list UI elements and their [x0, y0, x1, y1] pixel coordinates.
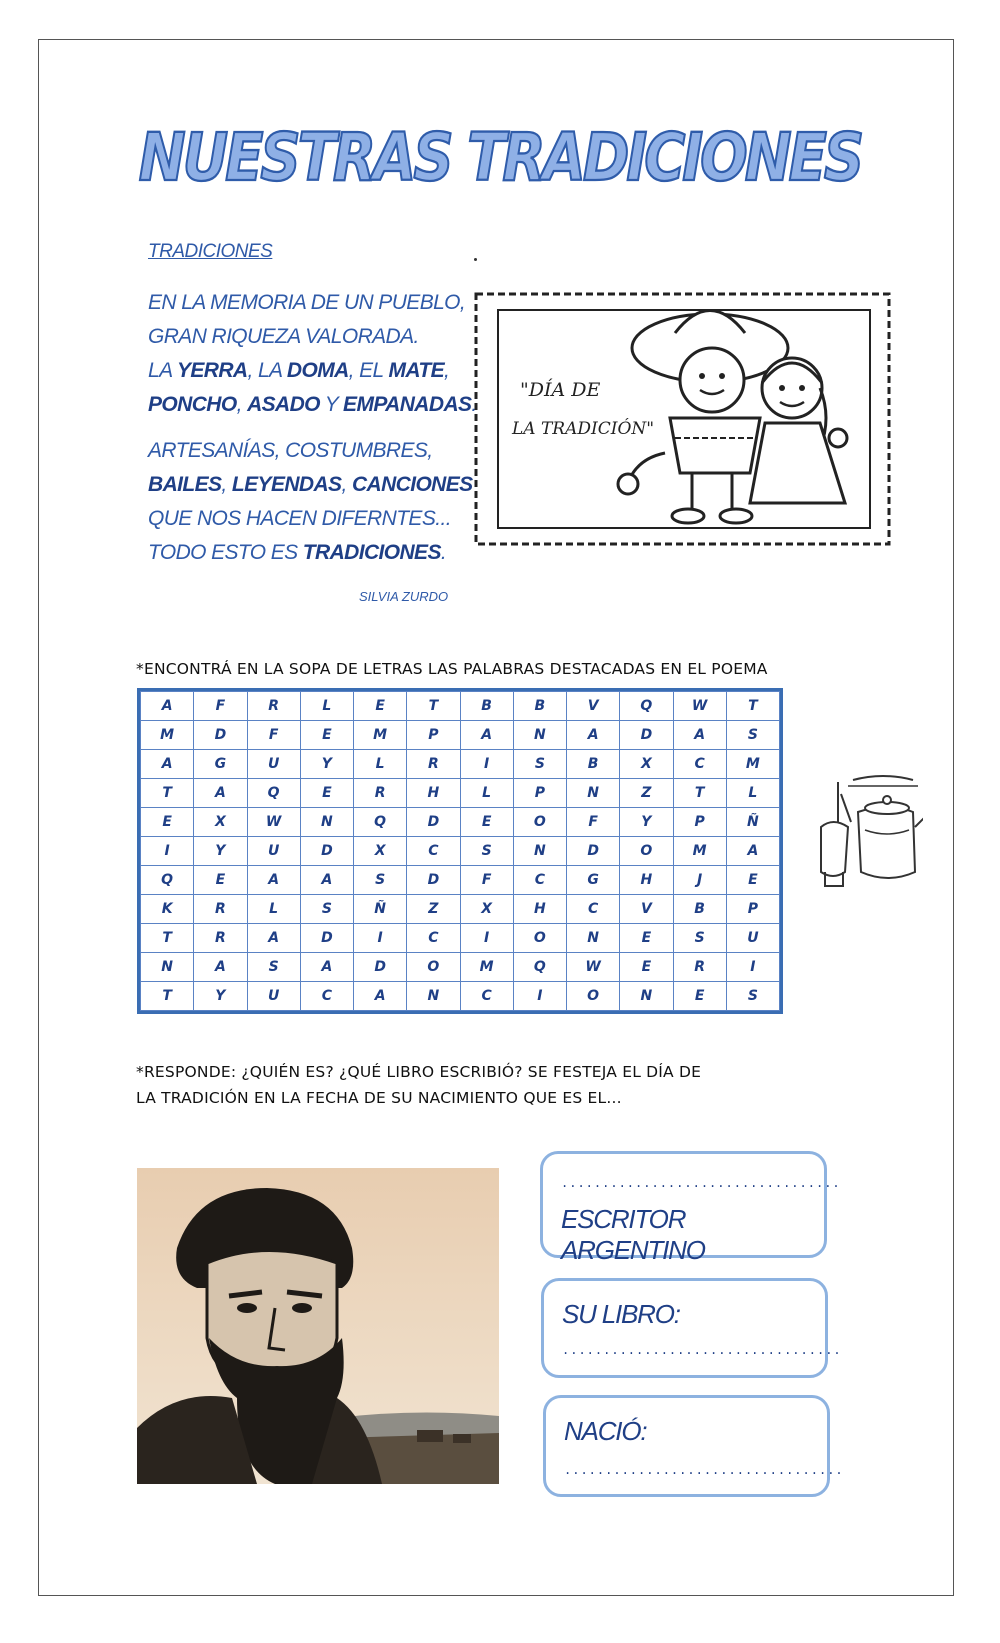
word-search-cell[interactable]: B	[513, 692, 566, 721]
answer-label: NACIÓ:	[564, 1416, 647, 1446]
word-search-cell[interactable]: A	[194, 779, 247, 808]
word-search-cell[interactable]: Q	[247, 779, 300, 808]
word-search-cell[interactable]: M	[141, 721, 194, 750]
word-search-cell[interactable]: E	[354, 692, 407, 721]
word-search-cell[interactable]: O	[620, 837, 673, 866]
word-search-cell[interactable]: U	[247, 982, 300, 1011]
answer-blank: ..................................	[562, 1343, 842, 1357]
word-search-cell[interactable]: Q	[141, 866, 194, 895]
word-search-row	[141, 750, 780, 779]
word-search-cell[interactable]: U	[247, 837, 300, 866]
word-search-cell[interactable]: F	[460, 866, 513, 895]
highlight-word: MATE	[388, 359, 445, 382]
word-search-cell[interactable]: K	[141, 895, 194, 924]
poem-line: ARTESANÍAS, COSTUMBRES,	[148, 439, 433, 462]
highlight-word: EMPANADAS	[343, 393, 472, 416]
word-search-cell[interactable]: F	[194, 692, 247, 721]
word-search-cell[interactable]: S	[300, 895, 353, 924]
answer-blank: ..................................	[564, 1463, 844, 1477]
tradition-day-illustration	[470, 288, 895, 550]
word-search-cell[interactable]: E	[300, 721, 353, 750]
word-search-cell[interactable]: S	[460, 837, 513, 866]
word-search-cell[interactable]: M	[673, 837, 726, 866]
word-search-cell[interactable]: X	[620, 750, 673, 779]
word-search-cell[interactable]: D	[194, 721, 247, 750]
illustration-caption-line2: LA TRADICIÓN"	[512, 419, 655, 439]
word-search-cell[interactable]: T	[726, 692, 779, 721]
word-search-cell[interactable]: P	[726, 895, 779, 924]
word-search-cell[interactable]: D	[407, 808, 460, 837]
word-search-cell[interactable]: D	[354, 953, 407, 982]
word-search-cell[interactable]: V	[567, 692, 620, 721]
word-search-cell[interactable]: E	[300, 779, 353, 808]
word-search-cell[interactable]: A	[247, 866, 300, 895]
word-search-cell[interactable]: N	[513, 721, 566, 750]
word-search-row	[141, 924, 780, 953]
respond-line: LA TRADICIÓN EN LA FECHA DE SU NACIMIENTO QUE ES EL...	[136, 1089, 622, 1107]
word-search-row	[141, 692, 780, 721]
word-search-cell[interactable]: S	[673, 924, 726, 953]
answer-box-writer[interactable]	[540, 1151, 841, 1265]
mate-kettle-illustration	[803, 772, 923, 894]
word-search-cell[interactable]: E	[726, 866, 779, 895]
word-search-cell[interactable]: S	[513, 750, 566, 779]
word-search-cell[interactable]: D	[407, 866, 460, 895]
word-search-cell[interactable]: A	[460, 721, 513, 750]
word-search-cell[interactable]: F	[567, 808, 620, 837]
word-search-cell[interactable]: Q	[620, 692, 673, 721]
word-search-cell[interactable]: R	[194, 895, 247, 924]
word-search-cell[interactable]: E	[460, 808, 513, 837]
illustration-caption-line1: "DÍA DE	[520, 379, 601, 401]
highlight-word: LEYENDAS	[231, 473, 342, 496]
poem-heading: TRADICIONES	[148, 241, 273, 262]
highlight-word: CANCIONES	[351, 473, 473, 496]
word-search-cell[interactable]: R	[407, 750, 460, 779]
word-search-row	[141, 953, 780, 982]
highlight-word: BAILES	[148, 473, 222, 496]
answer-label: ESCRITOR ARGENTINO	[561, 1204, 705, 1265]
word-search-cell[interactable]: O	[567, 982, 620, 1011]
word-search-cell[interactable]: R	[247, 692, 300, 721]
word-search-cell[interactable]: I	[460, 924, 513, 953]
word-search-cell[interactable]: E	[141, 808, 194, 837]
word-search-cell[interactable]: D	[620, 721, 673, 750]
word-search-cell[interactable]: A	[567, 721, 620, 750]
word-search-cell[interactable]: P	[407, 721, 460, 750]
word-search-cell[interactable]: F	[247, 721, 300, 750]
word-search-cell[interactable]: M	[726, 750, 779, 779]
word-search-cell[interactable]: M	[460, 953, 513, 982]
word-search-cell[interactable]: S	[726, 721, 779, 750]
word-search-cell[interactable]: Ñ	[726, 808, 779, 837]
word-search-cell[interactable]: U	[247, 750, 300, 779]
word-search-cell[interactable]: D	[300, 924, 353, 953]
word-search-cell[interactable]: Z	[407, 895, 460, 924]
word-search-cell[interactable]: N	[407, 982, 460, 1011]
word-search-cell[interactable]: A	[726, 837, 779, 866]
poem-line: PONCHO, ASADO Y EMPANADAS.	[148, 393, 477, 416]
word-search-cell[interactable]: P	[673, 808, 726, 837]
word-search-cell[interactable]: I	[726, 953, 779, 982]
word-search-cell[interactable]: E	[620, 953, 673, 982]
poem-stanza-1	[148, 286, 477, 422]
word-search-cell[interactable]: E	[620, 924, 673, 953]
word-search-cell[interactable]: A	[354, 982, 407, 1011]
word-search-grid	[137, 688, 783, 1014]
poem-author: SILVIA ZURDO	[359, 589, 449, 604]
word-search-cell[interactable]: N	[141, 953, 194, 982]
word-search-cell[interactable]: T	[673, 779, 726, 808]
word-search-cell[interactable]: A	[300, 953, 353, 982]
word-search-row	[141, 779, 780, 808]
highlight-word: DOMA	[286, 359, 349, 382]
word-search-cell[interactable]: C	[407, 924, 460, 953]
word-search-cell[interactable]: L	[300, 692, 353, 721]
word-search-row	[141, 895, 780, 924]
word-search-cell[interactable]: T	[141, 779, 194, 808]
word-search-cell[interactable]: C	[513, 866, 566, 895]
answer-blank: ..................................	[561, 1176, 841, 1190]
word-search-cell[interactable]: Y	[194, 837, 247, 866]
word-search-cell[interactable]: I	[354, 924, 407, 953]
word-search-cell[interactable]: A	[300, 866, 353, 895]
word-search-cell[interactable]: H	[407, 779, 460, 808]
highlight-word: TRADICIONES	[302, 541, 441, 564]
word-search-cell[interactable]: N	[300, 808, 353, 837]
word-search-cell[interactable]: Q	[513, 953, 566, 982]
word-search-cell[interactable]: S	[726, 982, 779, 1011]
word-search-cell[interactable]: X	[460, 895, 513, 924]
word-search-cell[interactable]: Q	[354, 808, 407, 837]
word-search-cell[interactable]: A	[673, 721, 726, 750]
word-search-instruction: *ENCONTRÁ EN LA SOPA DE LETRAS LAS PALABRAS DESTACADAS EN EL POEMA	[136, 660, 768, 678]
word-search-cell[interactable]: S	[247, 953, 300, 982]
word-search-cell[interactable]: O	[513, 924, 566, 953]
word-search-cell[interactable]: W	[673, 692, 726, 721]
word-search-cell[interactable]: P	[513, 779, 566, 808]
word-search-cell[interactable]: I	[460, 750, 513, 779]
word-search-cell[interactable]: W	[567, 953, 620, 982]
highlight-word: PONCHO	[148, 393, 237, 416]
respond-instruction	[136, 1059, 701, 1111]
word-search-cell[interactable]: E	[194, 866, 247, 895]
word-search-cell[interactable]: X	[194, 808, 247, 837]
word-search-cell[interactable]: A	[247, 924, 300, 953]
word-search-cell[interactable]: O	[513, 808, 566, 837]
word-search-table	[140, 691, 780, 1011]
word-search-cell[interactable]: B	[673, 895, 726, 924]
word-search-cell[interactable]: A	[141, 750, 194, 779]
word-search-cell[interactable]: H	[513, 895, 566, 924]
word-search-cell[interactable]: R	[194, 924, 247, 953]
poem-line: EN LA MEMORIA DE UN PUEBLO,	[148, 291, 466, 314]
word-search-cell[interactable]: I	[141, 837, 194, 866]
word-search-cell[interactable]: W	[247, 808, 300, 837]
poem-line: BAILES, LEYENDAS, CANCIONES	[148, 473, 473, 496]
word-search-cell[interactable]: A	[141, 692, 194, 721]
word-search-cell[interactable]: J	[673, 866, 726, 895]
answer-box-born[interactable]	[543, 1395, 844, 1497]
poem-line: LA YERRA, LA DOMA, EL MATE,	[148, 359, 450, 382]
word-search-cell[interactable]: N	[567, 924, 620, 953]
word-search-cell[interactable]: D	[567, 837, 620, 866]
word-search-row	[141, 837, 780, 866]
word-search-cell[interactable]: N	[567, 779, 620, 808]
word-search-row	[141, 866, 780, 895]
word-search-cell[interactable]: H	[620, 866, 673, 895]
word-search-cell[interactable]: N	[620, 982, 673, 1011]
word-search-cell[interactable]: T	[407, 692, 460, 721]
word-search-cell[interactable]: C	[300, 982, 353, 1011]
word-search-cell[interactable]: O	[407, 953, 460, 982]
poem-line: GRAN RIQUEZA VALORADA.	[148, 325, 419, 348]
word-search-cell[interactable]: E	[673, 982, 726, 1011]
poem-line: TODO ESTO ES TRADICIONES.	[148, 541, 447, 564]
word-search-cell[interactable]: Z	[620, 779, 673, 808]
word-search-cell[interactable]: T	[141, 982, 194, 1011]
word-search-cell[interactable]: Ñ	[354, 895, 407, 924]
word-search-cell[interactable]: M	[354, 721, 407, 750]
word-search-cell[interactable]: C	[407, 837, 460, 866]
word-search-cell[interactable]: N	[513, 837, 566, 866]
word-search-cell[interactable]: C	[673, 750, 726, 779]
answer-box-book[interactable]	[541, 1278, 842, 1378]
word-search-cell[interactable]: G	[194, 750, 247, 779]
poem-stanza-2	[148, 434, 473, 570]
word-search-cell[interactable]: R	[354, 779, 407, 808]
highlight-word: ASADO	[247, 393, 320, 416]
word-search-cell[interactable]: B	[460, 692, 513, 721]
word-search-cell[interactable]: T	[141, 924, 194, 953]
word-search-cell[interactable]: C	[567, 895, 620, 924]
word-search-row	[141, 982, 780, 1011]
respond-line: *RESPONDE: ¿QUIÉN ES? ¿QUÉ LIBRO ESCRIBIÓ? SE FESTEJA EL DÍA DE	[136, 1063, 702, 1081]
word-search-cell[interactable]: R	[673, 953, 726, 982]
word-search-row	[141, 721, 780, 750]
word-search-cell[interactable]: L	[460, 779, 513, 808]
word-search-cell[interactable]: Y	[300, 750, 353, 779]
word-search-cell[interactable]: I	[513, 982, 566, 1011]
author-portrait	[137, 1168, 499, 1484]
page-title: NUESTRAS TRADICIONES	[138, 120, 862, 197]
highlight-word: YERRA	[176, 359, 248, 382]
word-search-cell[interactable]: A	[194, 953, 247, 982]
word-search-cell[interactable]: Y	[620, 808, 673, 837]
word-search-cell[interactable]: G	[567, 866, 620, 895]
word-search-cell[interactable]: U	[726, 924, 779, 953]
word-search-row	[141, 808, 780, 837]
word-search-cell[interactable]: Y	[194, 982, 247, 1011]
word-search-cell[interactable]: S	[354, 866, 407, 895]
word-search-cell[interactable]: L	[247, 895, 300, 924]
word-search-cell[interactable]: L	[726, 779, 779, 808]
word-search-cell[interactable]: V	[620, 895, 673, 924]
word-search-cell[interactable]: L	[354, 750, 407, 779]
word-search-cell[interactable]: C	[460, 982, 513, 1011]
word-search-cell[interactable]: D	[300, 837, 353, 866]
poem-line: QUE NOS HACEN DIFERNTES...	[148, 507, 451, 530]
word-search-cell[interactable]: B	[567, 750, 620, 779]
stray-dot	[474, 258, 477, 261]
word-search-cell[interactable]: X	[354, 837, 407, 866]
answer-label: SU LIBRO:	[562, 1299, 680, 1329]
